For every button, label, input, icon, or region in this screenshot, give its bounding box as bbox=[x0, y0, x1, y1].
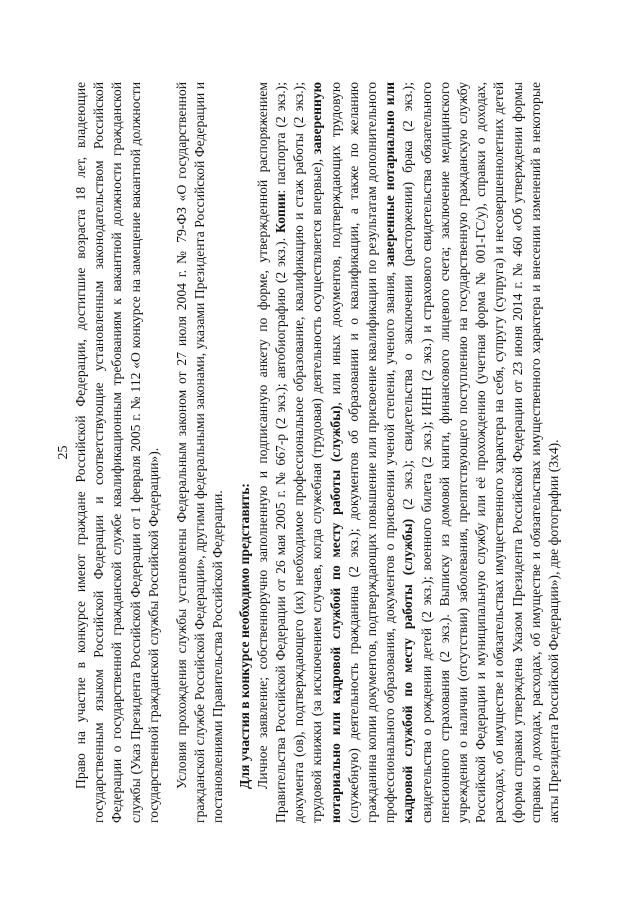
service-conditions-paragraph: Условия прохождения службы установлены Федеральным законом от 27 июля 2004 г. № 79-ФЗ «О государственной гражданской службе Российской Федерации», другими федеральными законами, указами Президента Российской Федерации и постановлениями Правительства Российской Федерации. bbox=[174, 82, 226, 823]
documents-text-2: : паспорта (2 экз.); документа (ов), подтверждающего (их) необходимое профессиональное образование, квалификацию и стаж работы (2 экз.); трудовой книжки (за исключением случаев, когда служебная (трудовая) деятельность осуществляется впервые), bbox=[273, 82, 325, 823]
documents-text-4: (2 экз.); свидетельства о заключении (расторжении) брака (2 экз.); свидетельства о рождении детей (2 экз.); военного билета (2 экз.); ИНН (2 экз.) и страхового свидетельства обязательного пенсионного страхования (2 экз.). Выписку из домовой книги, финансового лицевого счета; заключение медицинского учреждения о наличии (отсутствии) заболевания, препятствующего поступлению на государственную гражданскую службу Российской Федерации и муниципальную службу или её прохождению (учетная форма № 001-ГС/у), справки о доходах, расходах, об имуществе и обязательствах имущественного характера на себя, супругу (супруга) и несовершеннолетних детей (форма справки утверждена Указом Президента Российской Федерации от 23 июня 2014 г. № 460 «Об утверждении формы справки о доходах, расходах, об имуществе и обязательствах имущественного характера и внесении изменений в некоторые акты Президента Российской Федерации»), две фотографии (3х4). bbox=[400, 82, 562, 823]
documents-text-1: Личное заявление; собственноручно заполненную и подписанную анкету по форме, утвержденной распоряжением Правительства Российской Федерации от 26 мая 2005 г. № 667-р (2 экз.); автобиографию (2 экз.). bbox=[254, 82, 289, 823]
body-text bbox=[72, 82, 563, 823]
documents-bold-certified-2: заверенные нотариально или кадровой службой по месту работы (службы) bbox=[382, 82, 416, 823]
page-number: 25 bbox=[56, 445, 71, 460]
eligibility-paragraph: Право на участие в конкурсе имеют граждане Российской Федерации, достигшие возраста 18 лет, владеющие государственным языком Российской Федерации и соответствующие установленным законодательством Российской Федерации о государственной гражданской службе квалификационным требованиям к вакантной должности гражданской службы (Указ Президента Российской Федерации от 1 февраля 2005 г. № 112 «О конкурсе на замещение вакантной должности государственной гражданской службы Российской Федерации»). bbox=[73, 82, 161, 823]
required-documents-paragraph bbox=[254, 82, 563, 823]
section-heading: Для участия в конкурсе необходимо представить: bbox=[236, 483, 252, 789]
documents-bold-copies: Копии bbox=[273, 193, 289, 233]
documents-text-3: , или иных документов, подтверждающих трудовую (служебную) деятельность гражданина (2 экз.); документов об образовании и о квалификации, а также по желанию гражданина копии документов, подтверждающих повышение или присвоение квалификации по результатам дополнительного профессионального образования, документов о присвоении ученой степени, ученого звания, bbox=[327, 82, 398, 823]
documents-bold-certified-1: заверенную нотариально или кадровой службой по месту работы (службы) bbox=[309, 82, 343, 823]
